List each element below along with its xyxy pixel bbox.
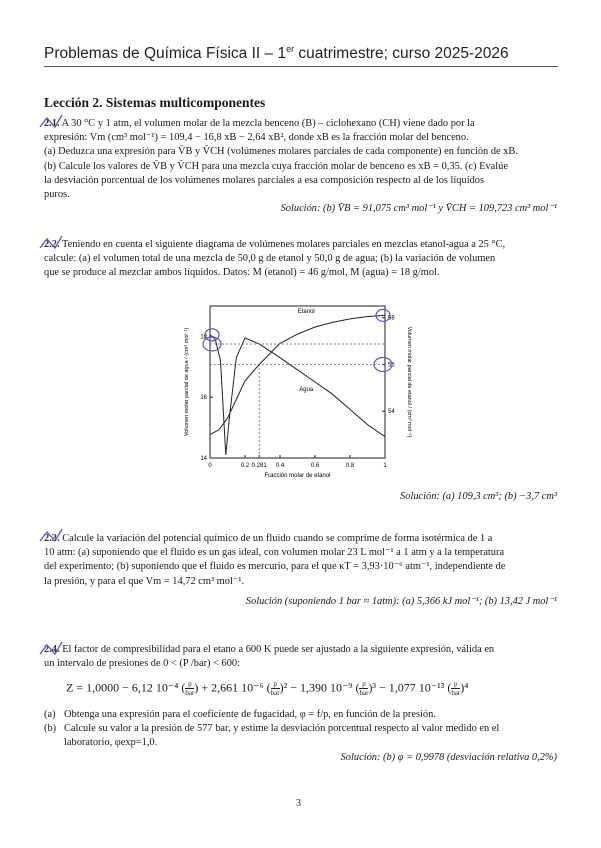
problem-text: un intervalo de presiones de 0 < (P /bar) < 600:: [44, 658, 241, 670]
problem-text: calcule: (a) el volumen total de una mezcla de 50,0 g de etanol y 50,0 g de agua; (b) la variación de volumen: [44, 253, 496, 265]
pen-check-mark: [40, 642, 62, 654]
eq-frac-den: bar: [270, 689, 280, 697]
x-tick-label: 0.4: [275, 463, 285, 469]
eq-paren: (: [266, 680, 271, 695]
problem-number: 2.1.: [44, 118, 60, 129]
problem-number: 2.4.: [44, 644, 60, 655]
eq-paren: (: [355, 680, 360, 695]
eq-paren: )³: [368, 680, 377, 695]
y-right-axis-label: Volumen molar parcial de etanol / (cm³ mol⁻¹): [406, 326, 412, 438]
series-label-agua: Agua: [299, 387, 314, 394]
pen-check-mark: [40, 236, 62, 248]
solution-2-2: Solución: (a) 109,3 cm³; (b) −3,7 cm³: [400, 491, 557, 502]
eq-frac-num: p: [273, 680, 277, 688]
solution-2-4: Solución: (b) φ = 0,9978 (desviación relativa 0,2%): [340, 752, 557, 763]
problem-text: del experimento; (b) suponiendo que el fluido es mercurio, para el que κT = 3,93·10⁻⁶ atm⁻¹, independiente de: [44, 561, 506, 573]
problem-text: El factor de compresibilidad para el etano a 600 K puede ser ajustado a la siguiente expresión, válida en: [62, 644, 495, 655]
pen-check-mark: [40, 529, 62, 541]
x-tick-label: 0.6: [310, 463, 320, 469]
y-right-tick-label: 56: [388, 362, 395, 369]
eq-term-1: Z = 1,0000 − 6,12 10⁻⁴: [66, 680, 179, 695]
problem-number: 2.2.: [44, 239, 60, 250]
eq-frac-num: p: [454, 680, 458, 688]
item-label: (a): [44, 709, 56, 720]
eq-term-3: − 1,390 10⁻⁹: [290, 680, 353, 695]
problem-text: que se produce al mezclar ambos líquidos. Datos: M (etanol) = 46 g/mol, M (agua) = 18 g/mol.: [44, 267, 440, 279]
y-left-tick-label: 16: [200, 395, 207, 402]
x-tick-label: 0: [208, 463, 212, 469]
eq-frac-den: bar: [359, 689, 369, 697]
y-right-tick-label: 54: [388, 409, 395, 416]
problem-text: (b) Calcule los valores de V̄B y V̄CH para una mezcla cuya fracción molar de benceno es xB = 0,35. (c) Evalúe: [44, 160, 508, 172]
problem-text: puros.: [44, 189, 70, 201]
problem-text: la desviación porcentual de los volúmenes molares parciales a esa composición respecto al de los líquidos: [44, 174, 485, 186]
eq-paren: )²: [279, 680, 288, 695]
solution-2-3: Solución (suponiendo 1 bar ≈ 1atm): (a) 5,366 kJ mol⁻¹; (b) 13,42 J mol⁻¹: [245, 596, 557, 607]
y-left-tick-label: 14: [200, 456, 207, 462]
problem-text: 10 atm: (a) suponiendo que el fluido es un gas ideal, con volumen molar 23 L mol⁻¹ a 1 atm y a la temperatura: [44, 547, 505, 559]
problem-text: A 30 °C y 1 atm, el volumen molar de la mezcla benceno (B) – ciclohexano (CH) viene dado por la: [61, 118, 475, 129]
eq-frac-num: p: [362, 680, 366, 688]
x-axis-label: Fracción molar de etanol: [264, 473, 331, 479]
item-text: Obtenga una expresión para el coeficiente de fugacidad, φ = f/p, en función de la presión.: [64, 709, 436, 720]
problem-number: 2.3.: [44, 533, 60, 544]
item-label: (b): [44, 723, 57, 734]
item-text: laboratorio, φexp=1,0.: [64, 737, 158, 748]
eq-frac-num: p: [188, 680, 192, 688]
series-label-etanol: Etanol: [297, 309, 315, 316]
eq-paren: (: [181, 680, 186, 695]
pen-check-mark: [40, 115, 62, 127]
y-left-axis-label: Volumen molar parcial de agua / (cm³ mol⁻¹): [184, 327, 190, 437]
lesson-title: Lección 2. Sistemas multicomponentes: [44, 95, 266, 110]
header-title-pre: Problemas de Química Física II – 1: [44, 45, 287, 63]
problem-text: (a) Deduzca una expresión para V̄B y V̄CH (volúmenes molares parciales de cada componente) en función de xB.: [44, 146, 518, 158]
header-title-sup: er: [286, 44, 295, 54]
eq-paren: ): [194, 680, 199, 695]
problem-text: la presión, y para el que Vm = 14,72 cm³ mol⁻¹.: [44, 575, 245, 587]
problem-text: expresión: Vm (cm³ mol⁻¹) = 109,4 − 16,8 xB − 2,64 xB², donde xB es la fracción molar del benceno.: [44, 132, 469, 144]
eq-term-4: − 1,077 10⁻¹³: [379, 680, 445, 695]
header-title-post: cuatrimestre; curso 2025-2026: [294, 45, 509, 63]
x-tick-label: 1: [383, 463, 387, 469]
item-text: Calcule su valor a la presión de 577 bar, y estime la desviación porcentual respecto al valor medido en el: [64, 723, 500, 734]
y-left-tick-label: 18: [200, 334, 207, 341]
x-tick-label: 0.281: [251, 463, 267, 469]
page-number: 3: [296, 798, 301, 809]
problem-text: Calcule la variación del potencial químico de un fluido cuando se comprime de forma isotérmica de 1 a: [62, 533, 493, 544]
eq-frac-den: bar: [451, 689, 461, 697]
x-tick-label: 0.8: [345, 463, 355, 469]
problem-text: Teniendo en cuenta el siguiente diagrama de volúmenes molares parciales en mezclas etanol-agua a 25 °C,: [62, 239, 506, 250]
eq-paren: )⁴: [460, 680, 469, 695]
eq-paren: (: [447, 680, 452, 695]
eq-frac-den: bar: [185, 689, 195, 697]
eq-term-2: + 2,661 10⁻⁶: [201, 680, 264, 695]
y-right-tick-label: 58: [388, 315, 395, 322]
x-tick-label: 0.2: [240, 463, 250, 469]
solution-2-1: Solución: (b) V̄B = 91,075 cm³ mol⁻¹ y V̄CH = 109,723 cm³ mol⁻¹: [280, 203, 557, 214]
